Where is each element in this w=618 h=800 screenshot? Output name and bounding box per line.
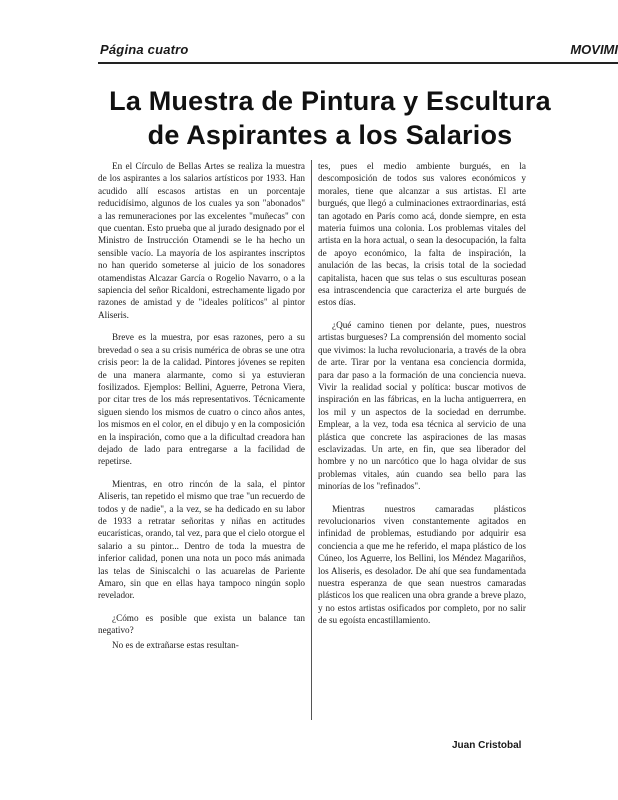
article-column-right	[318, 160, 526, 637]
paragraph: En el Círculo de Bellas Artes se realiza la muestra de los aspirantes a los salarios artísticos por 1933. Han acudido allí escasos artistas en un porcentaje reducidísimo, algunos de los cuales ya son "abonados" a las remuneraciones por las excelentes "muñecas" con que cuentan. Esto prueba que al jurado designado por el Ministro de Instrucción Otamendi se le ha hecho un sensible vacío. La mayoría de los aspirantes inscriptos no han querido someterse al juicio de los sonadores otamendistas Alcazar García o Rogelio Navarro, o a la sapiencia del señor Ricaldoni, estrechamente ligado por razones de amistad y de "ideales políticos" al pintor Aliseris.	[98, 161, 305, 320]
paragraph: tes, pues el medio ambiente burgués, en la descomposición de todos sus valores económicos y morales, tiene que alcanzar a sus artistas. El arte burgués, que llegó a culminaciones extraordinarias, está tan agotado en París como acá, donde siempre, en esta materia fuimos una colonia. Los problemas vitales del artista en la hora actual, o sean la desocupación, la falta de apoyo económico, la falta de inspiración, la anulación de las becas, la crisis total de la sociedad capitalista, hacen que sus telas o sus esculturas posean esa intrascendencia que caracteriza el arte burgués de estos días.	[318, 161, 526, 308]
paragraph: Mientras nuestros camaradas plásticos revolucionarios viven constantemente agitados en infinidad de problemas, estudiando por adquirir esa conciencia a que me he referido, el mapa plástico de los Cúneo, los Aguerre, los Bellini, los Méndez Magariños, los Aliseris, es desolador. De ahí que sea fundamentada nuestra esperanza de que sean nuestros camaradas plásticos los que realicen una obra grande a breve plazo, y no estos artistas osificados por completo, por no salir de su egoísta encastillamiento.	[318, 503, 526, 626]
author-signature: Juan Cristobal	[452, 740, 522, 751]
paragraph: ¿Cómo es posible que exista un balance tan negativo?	[98, 612, 305, 636]
article-column-left	[98, 160, 305, 661]
paragraph: ¿Qué camino tienen por delante, pues, nuestros artistas burgueses? La comprensión del momento social que vivimos: la lucha revolucionaria, a través de la obra de arte. Tirar por la ventana esa conciencia dormida, para dar paso a la formación de una conciencia nueva. Vivir la realidad social y política: buscar motivos de inspiración en las fábricas, en la lucha antiguerrera, en los mil y un aspectos de la sociedad en derrumbe. Emplear, a la vez, toda esa técnica al servicio de una plástica que concrete las aspiraciones de las masas esclavizadas. Un arte, en fin, que sea liberador del hombre y no un narcótico que lo haga olvidar de sus problemas vitales, aún cuando sea bello para las minorías de los "refinados".	[318, 319, 526, 492]
paragraph: Mientras, en otro rincón de la sala, el pintor Aliseris, tan repetido el mismo que trae "un recuerdo de todos y de nadie", a la vez, se ha dedicado en su labor de 1933 a retratar señoritas y niñas en actitudes eucarísticas, orando, tal vez, para que el cielo otorgue el salario a su pintor... Dentro de toda la muestra de inferior calidad, ponen una nota un poco más animada las telas de Siniscalchi o las acuarelas de Pariente Amaro, sin que en ellas haya tampoco ningún soplo revelador.	[98, 478, 305, 601]
newspaper-masthead: MOVIMI	[570, 42, 618, 57]
page-header	[98, 40, 618, 64]
page-number-label: Página cuatro	[100, 42, 189, 57]
paragraph: Breve es la muestra, por esas razones, pero a su brevedad o sea a su crisis numérica de obras se une otra crisis peor: la de la calidad. Pintores jóvenes se repiten de una manera alarmante, como si ya estuvieran fosilizados. Ejemplos: Bellini, Aguerre, Petrona Viera, por citar tres de los más representativos. Técnicamente siguen siendo los mismos de cuatro o cinco años antes, los mismos en el color, en el dibujo y en la composición en la inspiración, como que a la dificultad creadora han dejado de lado para entregarse a la facilidad de repetirse.	[98, 332, 305, 467]
article-title-line-2: de Aspirantes a los Salarios	[147, 120, 513, 150]
paragraph: No es de extrañarse estas resultan-	[112, 639, 239, 650]
article-title	[80, 84, 580, 152]
article-title-line-1: La Muestra de Pintura y Escultura	[109, 86, 551, 116]
column-divider	[311, 160, 312, 720]
